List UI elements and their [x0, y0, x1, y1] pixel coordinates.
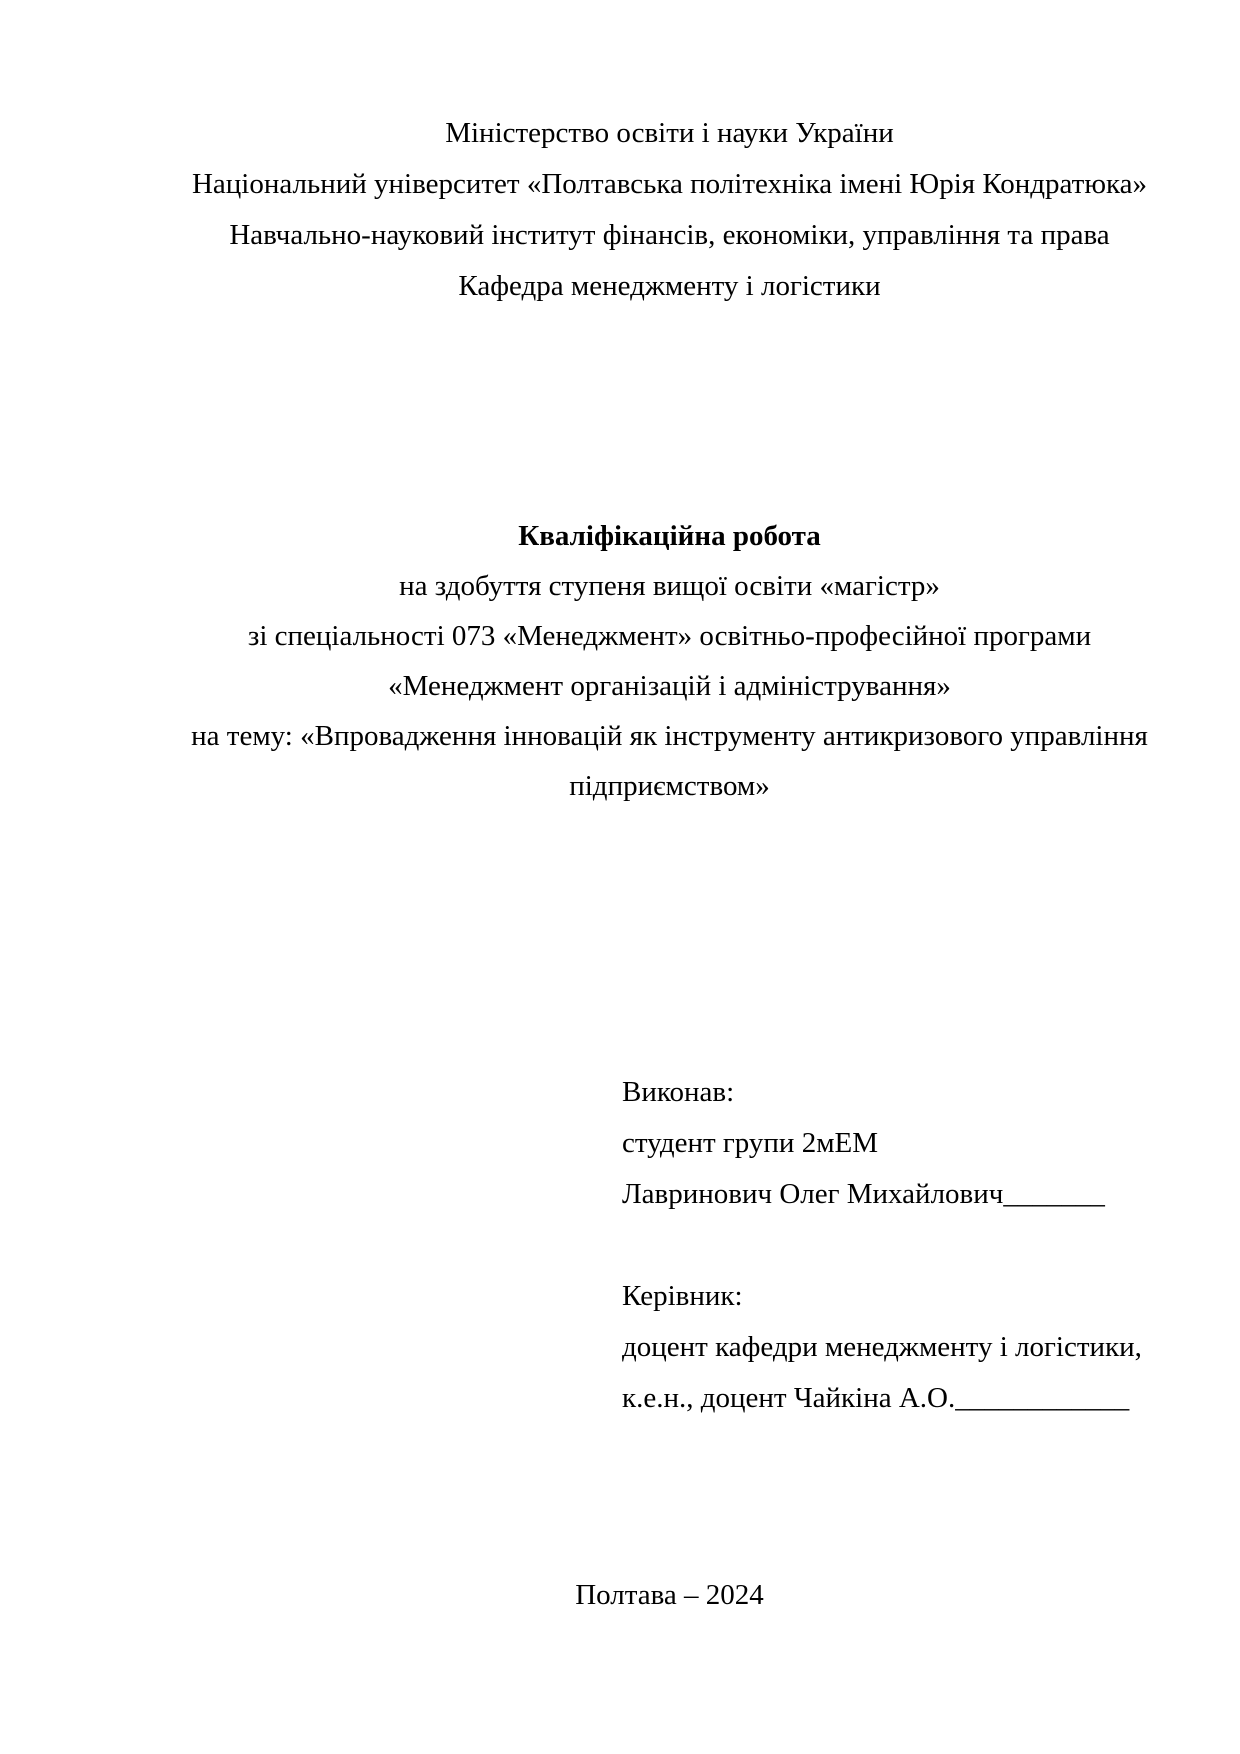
- thesis-title: Кваліфікаційна робота: [518, 520, 821, 552]
- header-block: [177, 108, 1162, 312]
- thesis-topic-line-1: на тему: «Впровадження інновацій як інструменту антикризового управління: [191, 720, 1148, 752]
- header-line-institute: Навчально-науковий інститут фінансів, економіки, управління та права: [229, 219, 1110, 251]
- thesis-subtitle-specialty: зі спеціальності 073 «Менеджмент» освітньо-професійної програми: [247, 620, 1092, 652]
- footer-block: [177, 1570, 1162, 1620]
- thesis-subtitle-degree: на здобуття ступеня вищої освіти «магістр»: [399, 570, 940, 602]
- city-year-line: Полтава – 2024: [575, 1579, 764, 1611]
- signature-block: [622, 1067, 1162, 1424]
- supervisor-name: к.е.н., доцент Чайкіна А.О.____________: [622, 1382, 1130, 1414]
- header-line-department: Кафедра менеджменту і логістики: [458, 270, 881, 302]
- executor-label: Виконав:: [622, 1076, 735, 1108]
- supervisor-label: Керівник:: [622, 1280, 743, 1312]
- thesis-subtitle-program: «Менеджмент організацій і адміністрування»: [388, 670, 951, 702]
- executor-name: Лавринович Олег Михайлович_______: [622, 1178, 1105, 1210]
- thesis-topic-line-2: підприємством»: [569, 770, 770, 802]
- header-line-university: Національний університет «Полтавська політехніка імені Юрія Кондратюка»: [191, 168, 1148, 200]
- executor-group: студент групи 2мЕМ: [622, 1127, 879, 1159]
- title-block: [177, 511, 1162, 811]
- blank-line: [622, 1220, 1162, 1271]
- supervisor-position: доцент кафедри менеджменту і логістики,: [622, 1331, 1142, 1363]
- header-line-ministry: Міністерство освіти і науки України: [445, 117, 894, 149]
